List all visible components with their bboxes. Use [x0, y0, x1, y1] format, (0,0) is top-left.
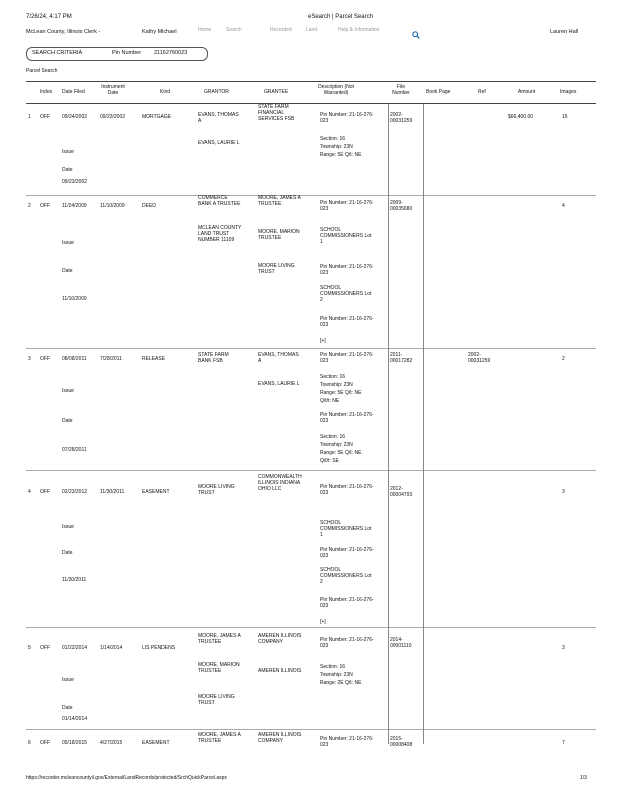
row-amount: $66,400.00	[508, 114, 534, 120]
nav-recorded[interactable]: Recorded	[270, 27, 292, 33]
row-sub: Issue	[62, 524, 74, 530]
row-grantee[interactable]: AMEREN ILLINOIS COMPANY	[258, 732, 302, 744]
row-divider	[26, 627, 596, 628]
row-number: 3	[28, 356, 31, 362]
row-desc: Section: 16	[320, 136, 346, 142]
row-index: OFF	[40, 203, 50, 209]
row-desc: Section: 16	[320, 434, 346, 440]
row-index: OFF	[40, 114, 50, 120]
row-desc: Township: 23N	[320, 672, 353, 678]
row-grantor[interactable]: MOORE LIVING TRUST	[198, 484, 235, 496]
row-sub: Issue	[62, 149, 74, 155]
row-images[interactable]: 7	[562, 740, 565, 746]
row-file-number[interactable]: 2012-00004793	[390, 486, 413, 498]
col-index[interactable]: Index	[40, 89, 53, 95]
magnifier-icon[interactable]	[412, 31, 420, 39]
clerk-name: Kathy Michael	[142, 29, 177, 35]
row-desc: Pin Number: 21-16-276-023	[320, 264, 374, 276]
row-desc: Township: 23N	[320, 144, 353, 150]
row-desc: Range: 5E Q/t: NE	[320, 390, 362, 396]
row-date-filed: 11/24/2009	[62, 203, 87, 209]
row-grantee[interactable]: EVANS, THOMAS A	[258, 352, 299, 364]
row-desc: Pin Number: 21-16-276-023	[320, 484, 374, 496]
row-index: OFF	[40, 489, 50, 495]
row-divider	[26, 195, 596, 196]
row-ref[interactable]: 2002-00031259	[468, 352, 491, 364]
row-number: 1	[28, 114, 31, 120]
row-kind: MORTGAGE	[142, 114, 172, 120]
row-grantee[interactable]: EVANS, LAURIE L	[258, 381, 300, 387]
row-desc: Pin Number: 21-16-276-023	[320, 200, 374, 212]
row-desc: Pin Number: 21-16-276-023	[320, 316, 374, 328]
table-top-border	[26, 81, 596, 82]
col-file-number[interactable]: File Number	[392, 84, 410, 96]
row-grantee[interactable]: COMMONWEALTH ILLINOIS INDIANA OHIO LLC	[258, 474, 302, 492]
nav-help[interactable]: Help & Information	[338, 27, 380, 33]
row-grantor[interactable]: EVANS, LAURIE L	[198, 140, 240, 146]
col-grantor[interactable]: GRANTOR	[204, 89, 229, 95]
row-number: 6	[28, 740, 31, 746]
row-file-number[interactable]: 2015-00008408	[390, 736, 413, 748]
row-grantor[interactable]: MOORE, MARION TRUSTEE	[198, 662, 240, 674]
col-instrument-date[interactable]: Instrument Date	[101, 84, 125, 96]
row-instrument-date: 1/14/2014	[100, 645, 123, 651]
row-date-filed: 02/23/2012	[62, 489, 88, 495]
row-desc: Township: 23N	[320, 442, 353, 448]
row-desc: Pin Number: 21-16-276-023	[320, 412, 374, 424]
row-images[interactable]: 4	[562, 203, 565, 209]
row-desc: Pin Number: 21-16-276-023	[320, 637, 374, 649]
print-datetime: 7/26/24, 4:17 PM	[26, 14, 72, 20]
row-grantee[interactable]: AMEREN ILLINOIS COMPANY	[258, 633, 302, 645]
row-desc: Township: 23N	[320, 382, 353, 388]
row-date-filed: 09/24/2002	[62, 114, 88, 120]
row-sub: Date	[62, 550, 73, 556]
row-images[interactable]: 3	[562, 489, 565, 495]
row-instrument-date: 11/30/2011	[100, 489, 125, 495]
row-file-number[interactable]: 2014-00001110	[390, 637, 412, 649]
col-book-page[interactable]: Book Page	[426, 89, 451, 95]
col-divider	[388, 104, 389, 744]
row-kind: LIS PENDENS	[142, 645, 176, 651]
col-kind[interactable]: Kind	[160, 89, 171, 95]
header-bottom-border	[26, 103, 596, 104]
pin-number-label: Pin Number	[112, 50, 142, 56]
row-index: OFF	[40, 645, 50, 651]
row-sub: 09/23/2002	[62, 179, 88, 185]
row-date-filed: 05/18/2015	[62, 740, 88, 746]
row-sub: Date	[62, 268, 73, 274]
row-kind: EASEMENT	[142, 489, 170, 495]
row-index: OFF	[40, 356, 50, 362]
row-number: 2	[28, 203, 31, 209]
row-images[interactable]: 2	[562, 356, 565, 362]
row-instrument-date: 09/23/2002	[100, 114, 126, 120]
col-divider	[423, 104, 424, 744]
pin-number-value: 21162760023	[154, 50, 188, 56]
row-date-filed: 08/08/2011	[62, 356, 87, 362]
row-sub: 01/14/2014	[62, 716, 88, 722]
row-instrument-date: 11/10/2009	[100, 203, 125, 209]
row-desc: Range: 5E Q/t: NE	[320, 450, 362, 456]
row-file-number[interactable]: 2002-00031259	[390, 112, 413, 124]
print-url: https://recorder.mcleancountyil.gov/External/LandRecords/protected/SrchQuickParcel.aspx	[26, 775, 227, 781]
row-sub: Issue	[62, 677, 74, 683]
col-amount[interactable]: Amount	[518, 89, 536, 95]
section-label: Parcel Search	[26, 68, 58, 74]
row-desc: SCHOOL COMMISSIONERS Lot 1	[320, 227, 372, 245]
row-desc: SCHOOL COMMISSIONERS Lot 2	[320, 567, 372, 585]
row-grantor[interactable]: MCLEAN COUNTY LAND TRUST NUMBER 11109	[198, 225, 242, 243]
row-sub: 07/28/2011	[62, 447, 87, 453]
row-desc: Pin Number: 21-16-276-023	[320, 547, 374, 559]
row-desc: Section: 16	[320, 374, 346, 380]
row-desc: Pin Number: 21-16-276-023	[320, 597, 374, 609]
row-divider	[26, 470, 596, 471]
county-label: McLean County, Illinois Clerk -	[26, 29, 101, 35]
row-sub: Date	[62, 167, 73, 173]
row-desc: Range: 5E Q/t: NE	[320, 152, 362, 158]
col-date-filed[interactable]: Date Filed	[62, 89, 85, 95]
row-number: 5	[28, 645, 31, 651]
row-grantor[interactable]: COMMERCE BANK A TRUSTEE	[198, 195, 241, 207]
row-instrument-date: 7/28/2011	[100, 356, 122, 362]
row-sub: Date	[62, 705, 73, 711]
col-ref[interactable]: Ref	[478, 89, 486, 95]
row-grantee[interactable]: STATE FARM FINANCIAL SERVICES FSB	[258, 104, 295, 122]
row-desc: Pin Number: 21-16-276-023	[320, 352, 374, 364]
search-criteria-label: SEARCH CRITERIA	[32, 50, 83, 56]
col-description[interactable]: Description (Not Warranted)	[318, 84, 354, 96]
row-sub: Issue	[62, 388, 74, 394]
nav-search[interactable]: Search	[226, 27, 242, 33]
row-grantor[interactable]: MOORE, JAMES A TRUSTEE	[198, 732, 241, 744]
row-sub: Issue	[62, 240, 74, 246]
row-desc: Pin Number: 21-16-276-023	[320, 112, 374, 124]
expand-toggle[interactable]: [+]	[320, 338, 326, 344]
row-desc: SCHOOL COMMISSIONERS Lot 1	[320, 520, 372, 538]
row-number: 4	[28, 489, 31, 495]
row-instrument-date: 4/27/2015	[100, 740, 123, 746]
row-kind: EASEMENT	[142, 740, 170, 746]
row-desc: Q/t/t: NE	[320, 398, 340, 404]
row-desc: Range: 2E Q/t: NE	[320, 680, 362, 686]
row-sub: 11/10/2009	[62, 296, 87, 302]
col-grantee[interactable]: GRANTEE	[264, 89, 289, 95]
col-images[interactable]: Images	[560, 89, 577, 95]
row-images[interactable]: 15	[562, 114, 568, 120]
row-desc: Section: 16	[320, 664, 346, 670]
row-kind: RELEASE	[142, 356, 166, 362]
row-file-number[interactable]: 2011-00017282	[390, 352, 413, 364]
row-desc: Pin Number: 21-16-276-023	[320, 736, 374, 748]
row-grantee[interactable]: MOORE, MARION TRUSTEE	[258, 229, 300, 241]
nav-land[interactable]: Land	[306, 27, 318, 33]
page-title: eSearch | Parcel Search	[308, 14, 373, 20]
row-grantee[interactable]: MOORE, JAMES A TRUSTEE	[258, 195, 301, 207]
row-file-number[interactable]: 2009-00035680	[390, 200, 413, 212]
row-grantee[interactable]: MOORE LIVING TRUST	[258, 263, 295, 275]
row-kind: DEED	[142, 203, 156, 209]
row-grantor[interactable]: MOORE LIVING TRUST	[198, 694, 235, 706]
row-desc: Q/t/t: SE	[320, 458, 339, 464]
row-index: OFF	[40, 740, 50, 746]
row-desc: SCHOOL COMMISSIONERS Lot 2	[320, 285, 372, 303]
row-sub: 11/30/2011	[62, 577, 87, 583]
row-images[interactable]: 3	[562, 645, 565, 651]
row-grantee[interactable]: AMEREN ILLINOIS	[258, 668, 302, 674]
user-name[interactable]: Lauren Hall	[550, 29, 579, 35]
row-divider	[26, 348, 596, 349]
row-sub: Date	[62, 418, 73, 424]
expand-toggle[interactable]: [+]	[320, 619, 326, 625]
nav-home[interactable]: Home	[198, 27, 212, 33]
row-grantor[interactable]: STATE FARM BANK FSB	[198, 352, 229, 364]
row-grantor[interactable]: EVANS, THOMAS A	[198, 112, 239, 124]
print-page-number: 1/3	[580, 775, 587, 781]
row-date-filed: 01/22/2014	[62, 645, 88, 651]
row-divider	[26, 729, 596, 730]
row-grantor[interactable]: MOORE, JAMES A TRUSTEE	[198, 633, 241, 645]
